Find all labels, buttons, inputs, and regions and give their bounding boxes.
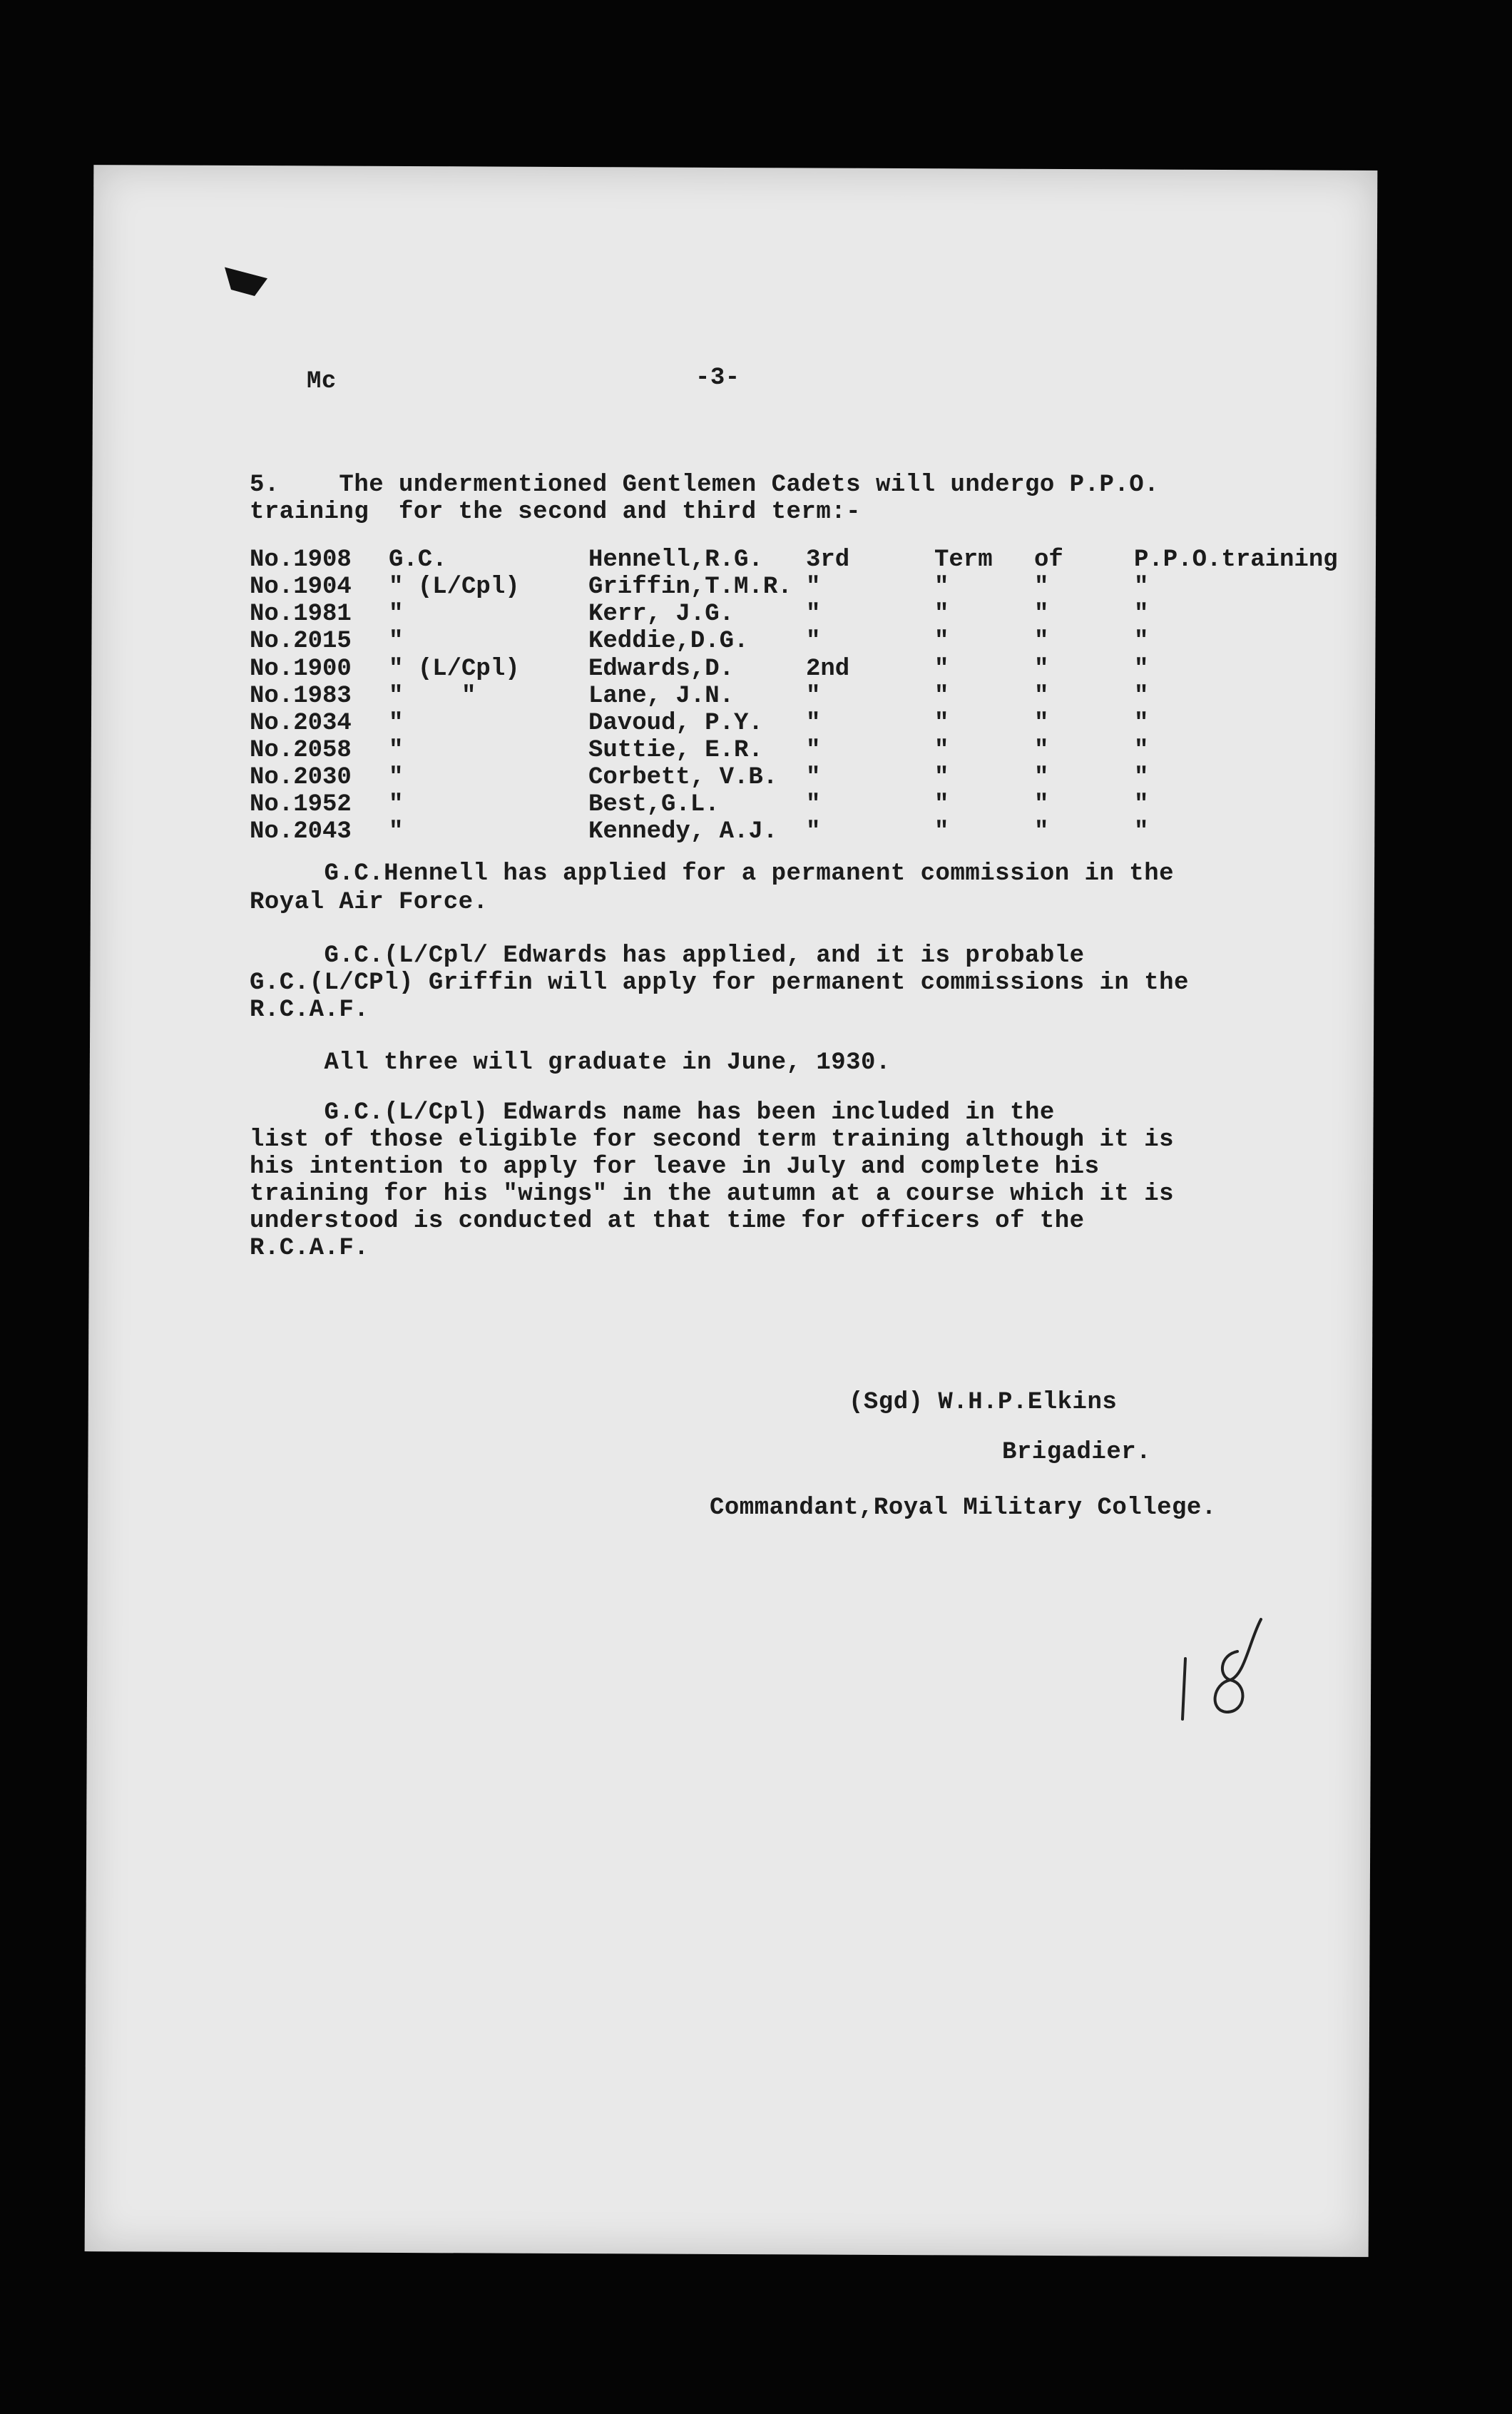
cadet-q1: " [934, 710, 949, 737]
cadet-term: " [806, 683, 821, 710]
cadet-term: 3rd [806, 546, 850, 574]
cadet-term: " [806, 791, 821, 818]
cadet-no: No.2015 [250, 628, 352, 655]
cadet-row [250, 627, 1284, 656]
cadet-no: No.1904 [250, 574, 352, 601]
cadet-q2: " [1034, 791, 1049, 818]
cadet-row [250, 682, 1284, 711]
intro-line-2: training for the second and third term:- [250, 499, 862, 526]
cadet-no: No.1983 [250, 683, 352, 710]
cadet-rank: " [389, 818, 404, 845]
cadet-name: Edwards,D. [588, 656, 735, 683]
para4-line1: G.C.(L/Cpl) Edwards name has been included in the [250, 1099, 1055, 1126]
cadet-rank: " (L/Cpl) [389, 656, 520, 683]
para2-line3: R.C.A.F. [250, 997, 369, 1024]
cadet-q1: " [934, 574, 949, 601]
cadet-name: Keddie,D.G. [588, 628, 749, 655]
cadet-row [250, 736, 1284, 765]
para3-line1: All three will graduate in June, 1930. [250, 1049, 891, 1076]
cadet-name: Griffin,T.M.R. [588, 574, 792, 601]
cadet-q2: " [1034, 683, 1049, 710]
cadet-row [250, 546, 1338, 574]
cadet-row [250, 763, 1284, 792]
para1-line1: G.C.Hennell has applied for a permanent commission in the [250, 860, 1175, 887]
para1-line2: Royal Air Force. [250, 889, 489, 916]
cadet-no: No.1908 [250, 546, 352, 574]
cadet-name: Kerr, J.G. [588, 601, 735, 628]
cadet-rank: " [389, 601, 404, 628]
para2-line2: G.C.(L/CPl) Griffin will apply for permanent commissions in the [250, 969, 1189, 997]
cadet-q1: " [934, 818, 949, 845]
cadet-q2: " [1034, 574, 1049, 601]
cadet-q3: " [1134, 574, 1149, 601]
header-initials: Mc [307, 368, 337, 395]
cadet-q2: " [1034, 818, 1049, 845]
cadet-q1: " [934, 683, 949, 710]
para4-line6: R.C.A.F. [250, 1235, 369, 1262]
cadet-q2: " [1034, 628, 1049, 655]
cadet-term: 2nd [806, 656, 850, 683]
cadet-q1: " [934, 628, 949, 655]
cadet-rank: " [389, 710, 404, 737]
cadet-term: " [806, 764, 821, 791]
cadet-name: Corbett, V.B. [588, 764, 778, 791]
cadet-rank: " [389, 737, 404, 764]
cadet-no: No.2034 [250, 710, 352, 737]
cadet-q2: " [1034, 737, 1049, 764]
cadet-q3: " [1134, 601, 1149, 628]
cadet-row [250, 600, 1284, 628]
para2-line1: G.C.(L/Cpl/ Edwards has applied, and it is probable [250, 942, 1085, 969]
cadet-q1: " [934, 656, 949, 683]
cadet-term: " [806, 574, 821, 601]
signature-name: (Sgd) W.H.P.Elkins [849, 1389, 1118, 1416]
cadet-q2: " [1034, 601, 1049, 628]
cadet-row [250, 655, 1284, 683]
cadet-name: Lane, J.N. [588, 683, 735, 710]
intro-line-1: 5. The undermentioned Gentlemen Cadets will undergo P.P.O. [250, 472, 1160, 499]
cadet-q1: " [934, 791, 949, 818]
cadet-q2: " [1034, 656, 1049, 683]
cadet-no: No.2058 [250, 737, 352, 764]
para4-line3: his intention to apply for leave in July and complete his [250, 1153, 1100, 1181]
cadet-name: Best,G.L. [588, 791, 720, 818]
cadet-q1: Term [934, 546, 993, 574]
cadet-name: Kennedy, A.J. [588, 818, 778, 845]
cadet-q1: " [934, 764, 949, 791]
cadet-row [250, 818, 1284, 846]
cadet-term: " [806, 628, 821, 655]
cadet-q3: " [1134, 683, 1149, 710]
cadet-q3: " [1134, 656, 1149, 683]
para4-line4: training for his "wings" in the autumn at a course which it is [250, 1181, 1175, 1208]
cadet-rank: " " [389, 683, 476, 710]
cadet-q2: " [1034, 710, 1049, 737]
para4-line2: list of those eligible for second term training although it is [250, 1126, 1175, 1153]
cadet-term: " [806, 710, 821, 737]
cadet-row [250, 790, 1284, 819]
cadet-rank: " (L/Cpl) [389, 574, 520, 601]
cadet-q3: " [1134, 737, 1149, 764]
cadet-q2: of [1034, 546, 1063, 574]
cadet-q2: " [1034, 764, 1049, 791]
cadet-q3: " [1134, 710, 1149, 737]
handwritten-page-number [1170, 1612, 1277, 1733]
cadet-term: " [806, 601, 821, 628]
cadet-q1: " [934, 601, 949, 628]
cadet-q3: P.P.O.training [1134, 546, 1338, 574]
cadet-no: No.1952 [250, 791, 352, 818]
cadet-q3: " [1134, 628, 1149, 655]
cadet-rank: " [389, 764, 404, 791]
cadet-row [250, 709, 1284, 738]
signature-rank: Brigadier. [1002, 1439, 1152, 1466]
cadet-q3: " [1134, 764, 1149, 791]
cadet-no: No.2043 [250, 818, 352, 845]
cadet-row [250, 573, 1284, 601]
cadet-q1: " [934, 737, 949, 764]
cadet-rank: " [389, 791, 404, 818]
cadet-name: Suttie, E.R. [588, 737, 763, 764]
cadet-term: " [806, 818, 821, 845]
cadet-name: Davoud, P.Y. [588, 710, 763, 737]
cadet-no: No.1900 [250, 656, 352, 683]
signature-title: Commandant,Royal Military College. [710, 1494, 1217, 1522]
cadet-no: No.1981 [250, 601, 352, 628]
page-number: -3- [695, 365, 740, 392]
cadet-rank: " [389, 628, 404, 655]
cadet-term: " [806, 737, 821, 764]
para4-line5: understood is conducted at that time for officers of the [250, 1208, 1085, 1235]
cadet-name: Hennell,R.G. [588, 546, 763, 574]
cadet-rank: G.C. [389, 546, 447, 574]
cadet-q3: " [1134, 791, 1149, 818]
cadet-q3: " [1134, 818, 1149, 845]
cadet-no: No.2030 [250, 764, 352, 791]
